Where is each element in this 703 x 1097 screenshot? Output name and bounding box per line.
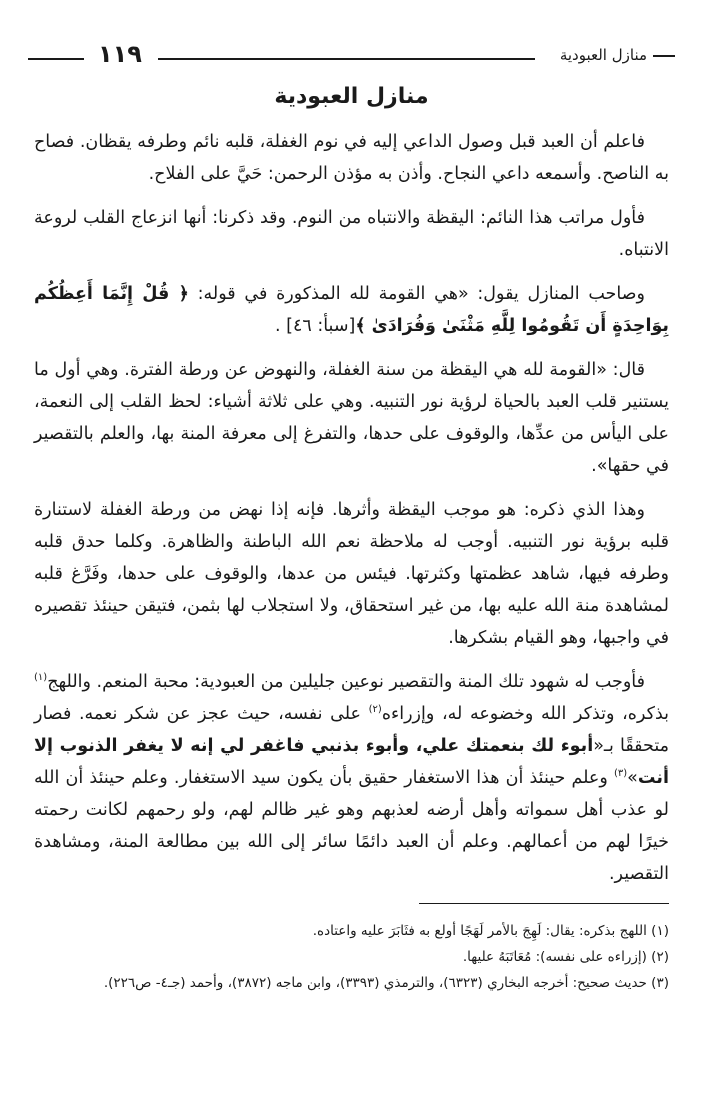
footnote: (٣) حديث صحيح: أخرجه البخاري (٦٣٢٣)، والترمذي (٣٣٩٣)، وابن ماجه (٣٨٧٢)، وأحمد (جـ٤- ص٢٢٦).	[103, 975, 669, 991]
paragraph-text: قال: «القومة لله هي اليقظة من سنة الغفلة، والنهوض عن ورطة الفترة. وهي أول ما يستنير قلب العبد بالحياة لرؤية نور التنبيه. وهي على ثلاثة أشياء: لحظ القلب إلى النعمة، على اليأس من عدِّها، والوقوف على حدها، والتفرغ إلى معرفة المنة بها، والعلم بالتقصير في حقها».	[34, 360, 669, 476]
footnote-ref: (٣)	[613, 768, 628, 780]
paragraph-text: فاعلم أن العبد قبل وصول الداعي إليه في نوم الغفلة، قلبه نائم وطرفه يقظان. فصاح به الناصح. وأسمعه داعي النجاح. وأذن به مؤذن الرحمن: حَيَّ على الفلاح.	[34, 132, 669, 184]
paragraph	[34, 126, 669, 190]
chapter-title: منازل العبودية	[274, 84, 429, 109]
paragraph-text: وصاحب المنازل يقول: «هي القومة لله المذكورة في قوله:	[188, 284, 645, 304]
quoted-text: ﴿ قُلْ إِنَّمَا أَعِظُكُم بِوَاحِدَةٍ أَن تَقُومُوا لِلَّهِ مَثْنَىٰ وَفُرَادَىٰ ﴾	[34, 284, 669, 336]
header-dash	[28, 58, 84, 60]
footnote: (١) اللهج بذكره: يقال: لَهِجَ بالأمر لَهَجًا أولع به فثَابَرَ عليه واعتاده.	[312, 923, 669, 939]
page-number: ١١٩	[98, 40, 142, 68]
paragraph-text: وهذا الذي ذكره: هو موجب اليقظة وأثرها. فإنه إذا نهض من ورطة الغفلة لاستنارة قلبه برؤية نور التنبيه. أوجب له ملاحظة نعم الله الباطنة والظاهرة. وكلما حدق قلبه وطرفه فيها، شاهد عظمتها وكثرتها. فيئس من عدها، والوقوف على حدها، وفَرَّغ قلبه لمشاهدة منة الله عليه بها، من غير استحقاق، ولا استجلاب لها بثمن، فتيقن حينئذ تقصيره في واجبها، وهو القيام بشكرها.	[34, 500, 669, 648]
footnote: (٢) (إزراءه على نفسه): مُعَاتَبَهُ عليها.	[462, 949, 669, 965]
paragraph-text: [سبأ: ٤٦] .	[274, 316, 356, 336]
paragraph	[34, 494, 669, 654]
body-text	[34, 126, 669, 902]
paragraph-text: »	[627, 768, 638, 788]
page-header	[28, 40, 675, 74]
running-title: منازل العبودية	[560, 46, 675, 64]
footnotes	[34, 918, 669, 996]
paragraph-text: وعلم حينئذ أن هذا الاستغفار حقيق بأن يكون سيد الاستغفار. وعلم حينئذ أن الله لو عذب أهل سمواته وأهل أرضه لعذبهم وهو غير ظالم لهم، ولو رحمهم لكانت رحمته خيرًا لهم من أعمالهم. وعلم أن العبد دائمًا سائر إلى الله بين مطالعة المنة، ومشاهدة التقصير.	[34, 768, 669, 884]
paragraph	[34, 278, 669, 342]
paragraph-text: على نفسه، حيث عجز عن شكر نعمه. فصار متحققًا بـ«	[34, 704, 669, 756]
paragraph	[34, 666, 669, 890]
paragraph	[34, 354, 669, 482]
footnote-ref: (١)	[34, 672, 48, 684]
footnote-separator	[419, 903, 669, 904]
quoted-text: أبوء لك بنعمتك علي، وأبوء بذنبي فاغفر لي إنه لا يغفر الذنوب إلا أنت	[34, 736, 669, 788]
paragraph-text: فأول مراتب هذا النائم: اليقظة والانتباه من النوم. وقد ذكرنا: أنها انزعاج القلب لروعة الانتباه.	[34, 208, 669, 260]
footnote-ref: (٢)	[368, 704, 382, 716]
paragraph	[34, 202, 669, 266]
paragraph-text: بذكره، وتذكر الله وخضوعه له، وإزراءه	[381, 704, 670, 724]
paragraph-text: فأوجب له شهود تلك المنة والتقصير نوعين جليلين من العبودية: محبة المنعم. واللهج	[47, 672, 645, 692]
header-rule	[158, 58, 535, 60]
